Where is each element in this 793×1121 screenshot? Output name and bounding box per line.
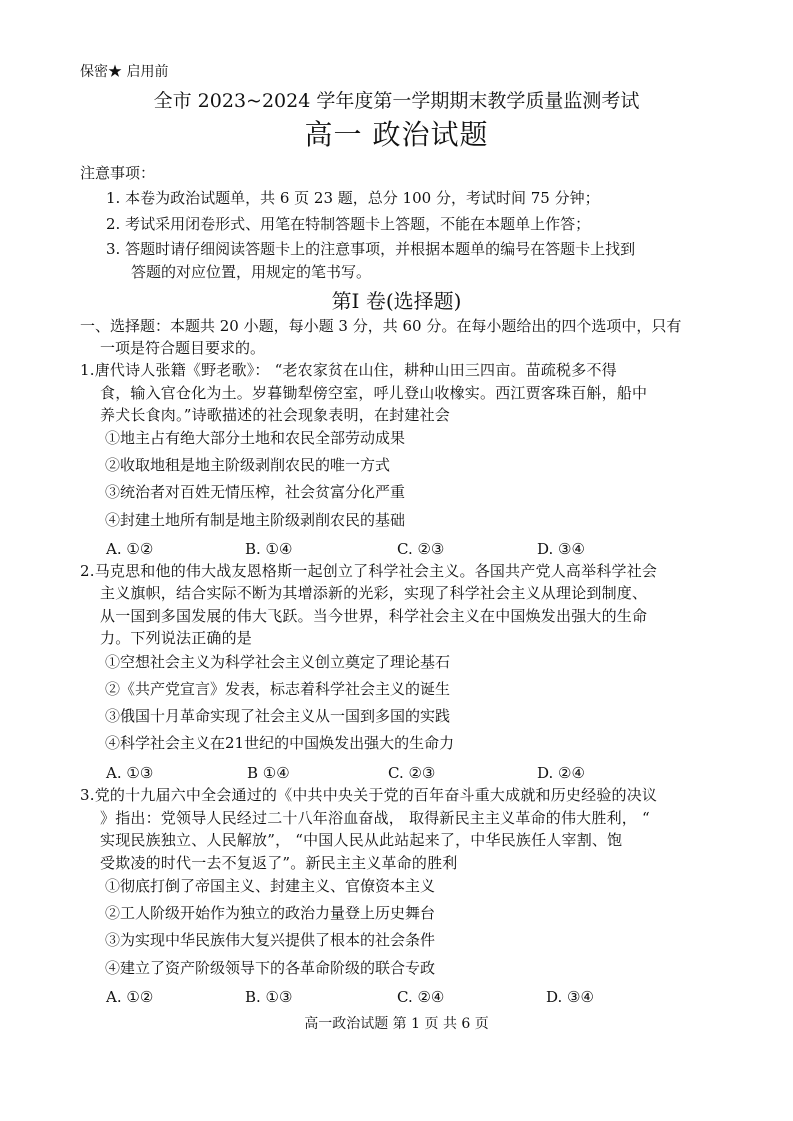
question-stem: 》指出：党领导人民经过二十八年浴血奋战， 取得新民主主义革命的伟大胜利， “ — [100, 809, 650, 827]
question-stem: 3.党的十九届六中全会通过的《中共中央关于党的百年奋斗重大成就和历史经验的决议 — [80, 786, 658, 804]
statement: ③为实现中华民族伟大复兴提供了根本的社会条件 — [105, 931, 436, 949]
option-d: D. ③④ — [546, 988, 594, 1006]
question-stem: 养犬长食肉。”诗歌描述的社会现象表明，在封建社会 — [100, 406, 450, 424]
option-c: C. ②③ — [397, 540, 445, 558]
question-stem: 1.唐代诗人张籍《野老歌》： “老农家贫在山住，耕种山田三四亩。苗疏税多不得 — [80, 361, 617, 379]
question-stem: 主义旗帜，结合实际不断为其增添新的光彩，实现了科学社会主义从理论到制度、 — [100, 584, 648, 602]
statement: ④科学社会主义在21世纪的中国焕发出强大的生命力 — [105, 734, 455, 752]
note-item: 1. 本卷为政治试题单，共 6 页 23 题，总分 100 分，考试时间 75 分钟； — [106, 189, 600, 207]
question-stem: 食，输入官仓化为土。岁暮锄犁傍空室，呼儿登山收橡实。西江贾客珠百斛，船中 — [100, 384, 648, 402]
note-item: 答题的对应位置，用规定的笔书写。 — [131, 263, 372, 281]
statement: ①彻底打倒了帝国主义、封建主义、官僚资本主义 — [105, 877, 436, 895]
question-stem: 力。下列说法正确的是 — [100, 629, 253, 647]
question-stem: 受欺凌的时代一去不复返了”。新民主主义革命的胜利 — [100, 854, 458, 872]
option-d: D. ②④ — [537, 764, 585, 782]
page-footer: 高一政治试题 第 1 页 共 6 页 — [304, 1016, 489, 1032]
statement: ④建立了资产阶级领导下的各革命阶级的联合专政 — [105, 959, 436, 977]
option-b: B. ①③ — [245, 988, 293, 1006]
statement: ③俄国十月革命实现了社会主义从一国到多国的实践 — [105, 707, 451, 725]
statement: ②收取地租是地主阶级剥削农民的唯一方式 — [105, 456, 391, 474]
option-d: D. ③④ — [537, 540, 585, 558]
statement: ①地主占有绝大部分土地和农民全部劳动成果 — [105, 429, 406, 447]
note-item: 3. 答题时请仔细阅读答题卡上的注意事项，并根据本题单的编号在答题卡上找到 — [106, 240, 636, 258]
statement: ③统治者对百姓无情压榨，社会贫富分化严重 — [105, 483, 406, 501]
statement: ②《共产党宣言》发表，标志着科学社会主义的诞生 — [105, 680, 451, 698]
note-item: 2. 考试采用闭卷形式、用笔在特制答题卡上答题，不能在本题单上作答； — [106, 215, 591, 233]
option-a: A. ①② — [106, 988, 154, 1006]
exam-title: 全市 2023~2024 学年度第一学期期末教学质量监测考试 — [153, 90, 640, 112]
volume-title: 第Ⅰ 卷(选择题) — [331, 289, 462, 313]
option-a: A. ①③ — [106, 764, 154, 782]
statement: ①空想社会主义为科学社会主义创立奠定了理论基石 — [105, 653, 451, 671]
option-a: A. ①② — [106, 540, 154, 558]
question-stem: 2.马克思和他的伟大战友恩格斯一起创立了科学社会主义。各国共产党人高举科学社会 — [80, 562, 658, 580]
statement: ②工人阶级开始作为独立的政治力量登上历史舞台 — [105, 904, 436, 922]
option-c: C. ②④ — [397, 988, 445, 1006]
confidential-mark: 保密★ 启用前 — [80, 64, 169, 80]
question-stem: 实现民族独立、人民解放”， “中国人民从此站起来了，中华民族任人宰割、饱 — [100, 831, 623, 849]
section-intro: 一项是符合题目要求的。 — [100, 339, 266, 357]
question-stem: 从一国到多国发展的伟大飞跃。当今世界，科学社会主义在中国焕发出强大的生命 — [100, 607, 648, 625]
subject-title: 高一 政治试题 — [304, 118, 489, 151]
section-intro: 一、选择题：本题共 20 小题，每小题 3 分，共 60 分。在每小题给出的四个选项中，只有 — [80, 317, 682, 335]
option-b: B. ①④ — [245, 540, 293, 558]
option-c: C. ②③ — [388, 764, 436, 782]
notes-heading: 注意事项： — [80, 164, 156, 182]
option-b: B ①④ — [247, 764, 290, 782]
statement: ④封建土地所有制是地主阶级剥削农民的基础 — [105, 511, 406, 529]
